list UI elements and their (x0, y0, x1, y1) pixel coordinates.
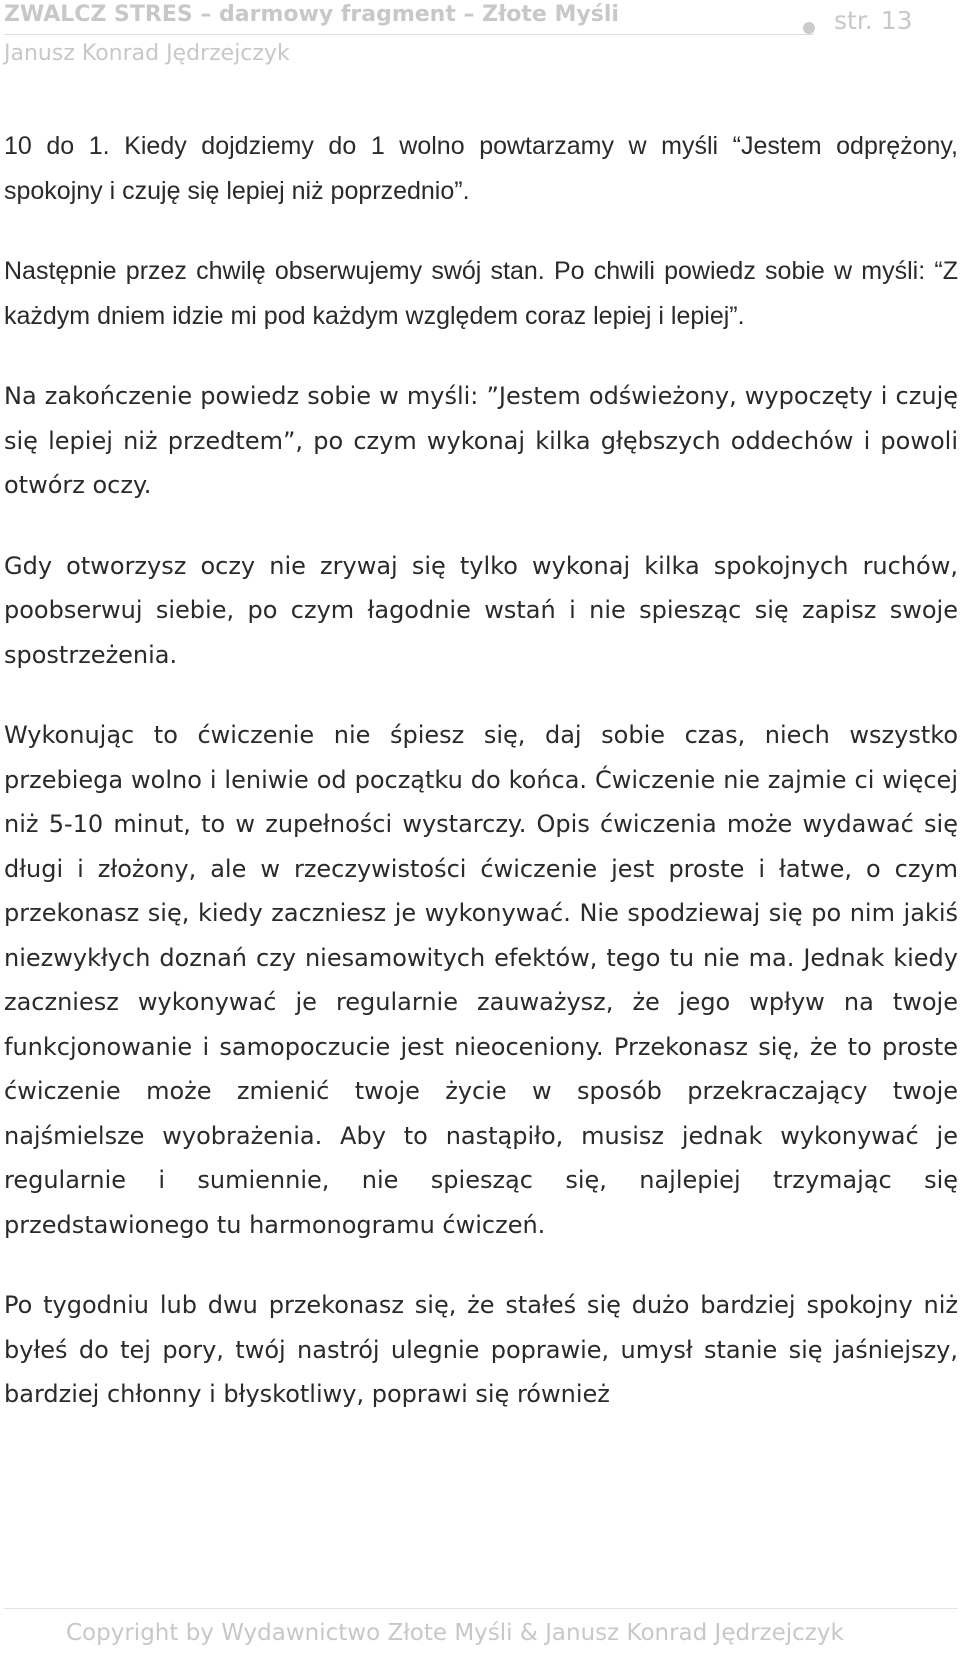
header-divider (4, 34, 814, 35)
paragraph: Wykonując to ćwiczenie nie śpiesz się, daj sobie czas, niech wszystko przebiega wolno i leniwie od początku do końca. Ćwiczenie nie zajmie ci więcej niż 5-10 minut, to w zupełności wystarczy. Opis ćwiczenia może wydawać się długi i złożony, ale w rzeczywistości ćwiczenie jest proste i łatwe, o czym przekonasz się, kiedy zaczniesz je wykonywać. Nie spodziewaj się po nim jakiś niezwykłych doznań czy niesamowitych efektów, tego tu nie ma. Jednak kiedy zaczniesz wykonywać je regularnie zauważysz, że jego wpływ na twoje funkcjonowanie i samopoczucie jest nieoceniony. Przekonasz się, że to proste ćwiczenie może zmienić twoje życie w sposób przekraczający twoje najśmielsze wyobrażenia. Aby to nastąpiło, musisz jednak wykonywać je regularnie i sumiennie, nie spiesząc się, najlepiej trzymając się przedstawionego tu harmonogramu ćwiczeń. (4, 721, 958, 1239)
bullet-dot-icon (803, 22, 815, 34)
paragraph: 10 do 1. Kiedy dojdziemy do 1 wolno powtarzamy w myśli “Jestem odprężony, spokojny i czuję się lepiej niż poprzednio”. (4, 132, 958, 205)
document-title: ZWALCZ STRES – darmowy fragment – Złote Myśli (4, 2, 619, 27)
footer-copyright: Copyright by Wydawnictwo Złote Myśli & Janusz Konrad Jędrzejczyk (66, 1620, 844, 1646)
footer-divider (4, 1608, 958, 1609)
author-name: Janusz Konrad Jędrzejczyk (4, 41, 290, 66)
page-number: str. 13 (834, 6, 913, 35)
paragraph: Po tygodniu lub dwu przekonasz się, że stałeś się dużo bardziej spokojny niż byłeś do tej pory, twój nastrój ulegnie poprawie, umysł stanie się jaśniejszy, bardziej chłonny i błyskotliwy, poprawi się również (4, 1291, 958, 1408)
paragraph: Na zakończenie powiedz sobie w myśli: ”Jestem odświeżony, wypoczęty i czuję się lepiej niż przedtem”, po czym wykonaj kilka głębszych oddechów i powoli otwórz oczy. (4, 382, 958, 499)
paragraph: Gdy otworzysz oczy nie zrywaj się tylko wykonaj kilka spokojnych ruchów, poobserwuj siebie, po czym łagodnie wstań i nie spiesząc się zapisz swoje spostrzeżenia. (4, 551, 958, 669)
paragraph: Następnie przez chwilę obserwujemy swój stan. Po chwili powiedz sobie w myśli: “Z każdym dniem idzie mi pod każdym względem coraz lepiej i lepiej”. (4, 257, 958, 330)
page-body (4, 124, 958, 1417)
